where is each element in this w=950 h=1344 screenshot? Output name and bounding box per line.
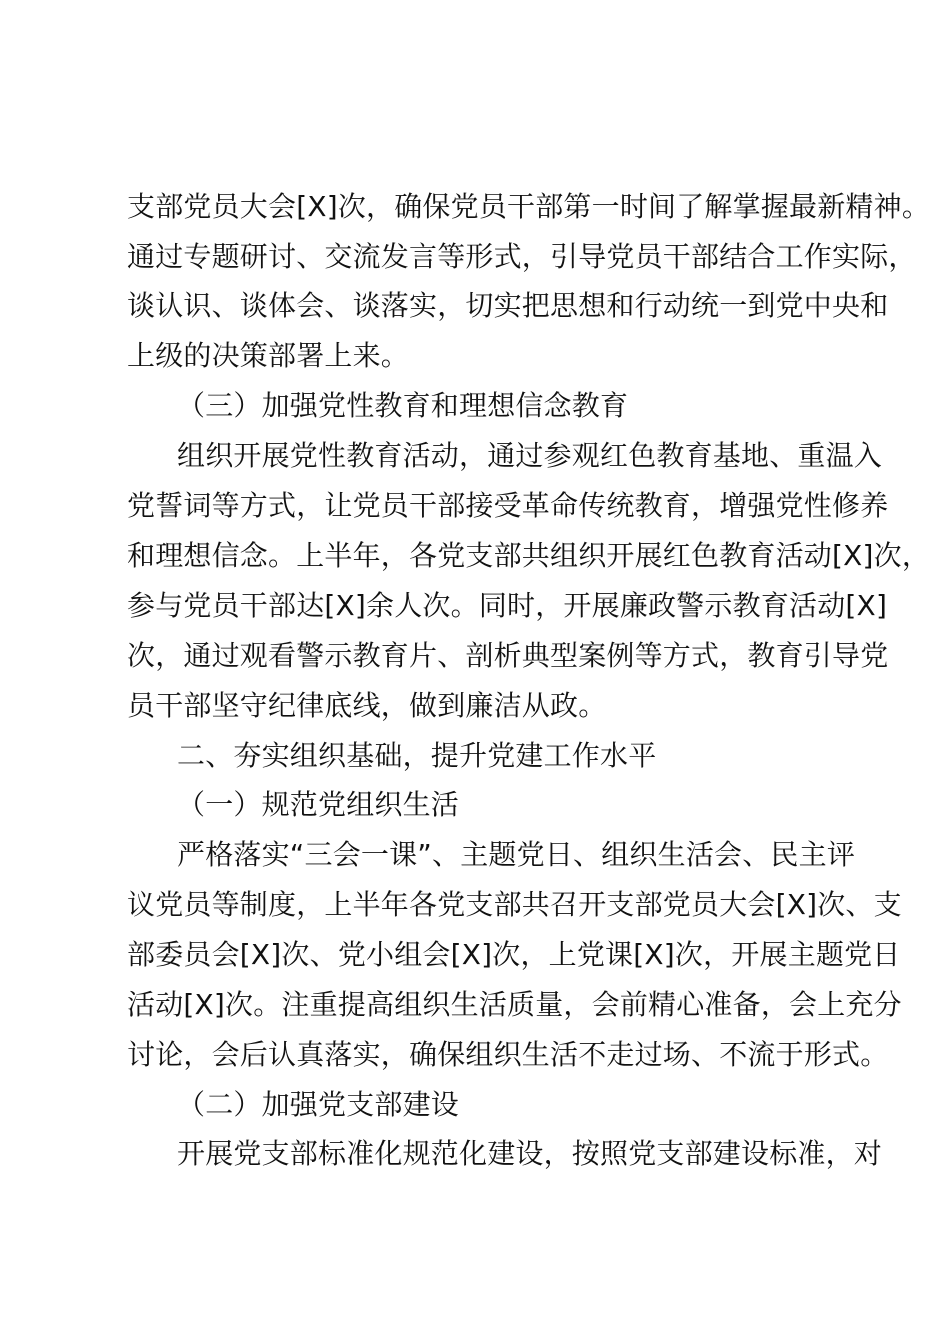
text-line: 和理想信念。上半年，各党支部共组织开展红色教育活动[X]次， [127,539,931,572]
chapter-heading: 二、夯实组织基础，提升党建工作水平 [177,739,657,772]
section-heading: （三）加强党性教育和理想信念教育 [177,389,629,422]
text-line: 通过专题研讨、交流发言等形式，引导党员干部结合工作实际， [127,240,917,273]
section-heading: （一）规范党组织生活 [177,788,460,821]
text-line: 上级的决策部署上来。 [127,339,410,372]
text-line: 活动[X]次。注重提高组织生活质量，会前精心准备，会上充分 [127,988,902,1021]
text-line: 议党员等制度，上半年各党支部共召开支部党员大会[X]次、支 [127,888,902,921]
text-line: 严格落实“三会一课”、主题党日、组织生活会、民主评 [177,838,856,871]
text-line: 员干部坚守纪律底线，做到廉洁从政。 [127,689,607,722]
text-line: 参与党员干部达[X]余人次。同时，开展廉政警示教育活动[X] [127,589,888,622]
text-line: 次，通过观看警示教育片、剖析典型案例等方式，教育引导党 [127,639,889,672]
text-line: 支部党员大会[X]次，确保党员干部第一时间了解掌握最新精神。 [127,190,931,223]
section-heading: （二）加强党支部建设 [177,1088,460,1121]
text-line: 谈认识、谈体会、谈落实，切实把思想和行动统一到党中央和 [127,289,889,322]
text-line: 部委员会[X]次、党小组会[X]次，上党课[X]次，开展主题党日 [127,938,901,971]
text-line: 开展党支部标准化规范化建设，按照党支部建设标准，对 [177,1137,883,1170]
text-line: 党誓词等方式，让党员干部接受革命传统教育，增强党性修养 [127,489,889,522]
text-line: 讨论，会后认真落实，确保组织生活不走过场、不流于形式。 [127,1038,889,1071]
text-line: 组织开展党性教育活动，通过参观红色教育基地、重温入 [177,439,883,472]
